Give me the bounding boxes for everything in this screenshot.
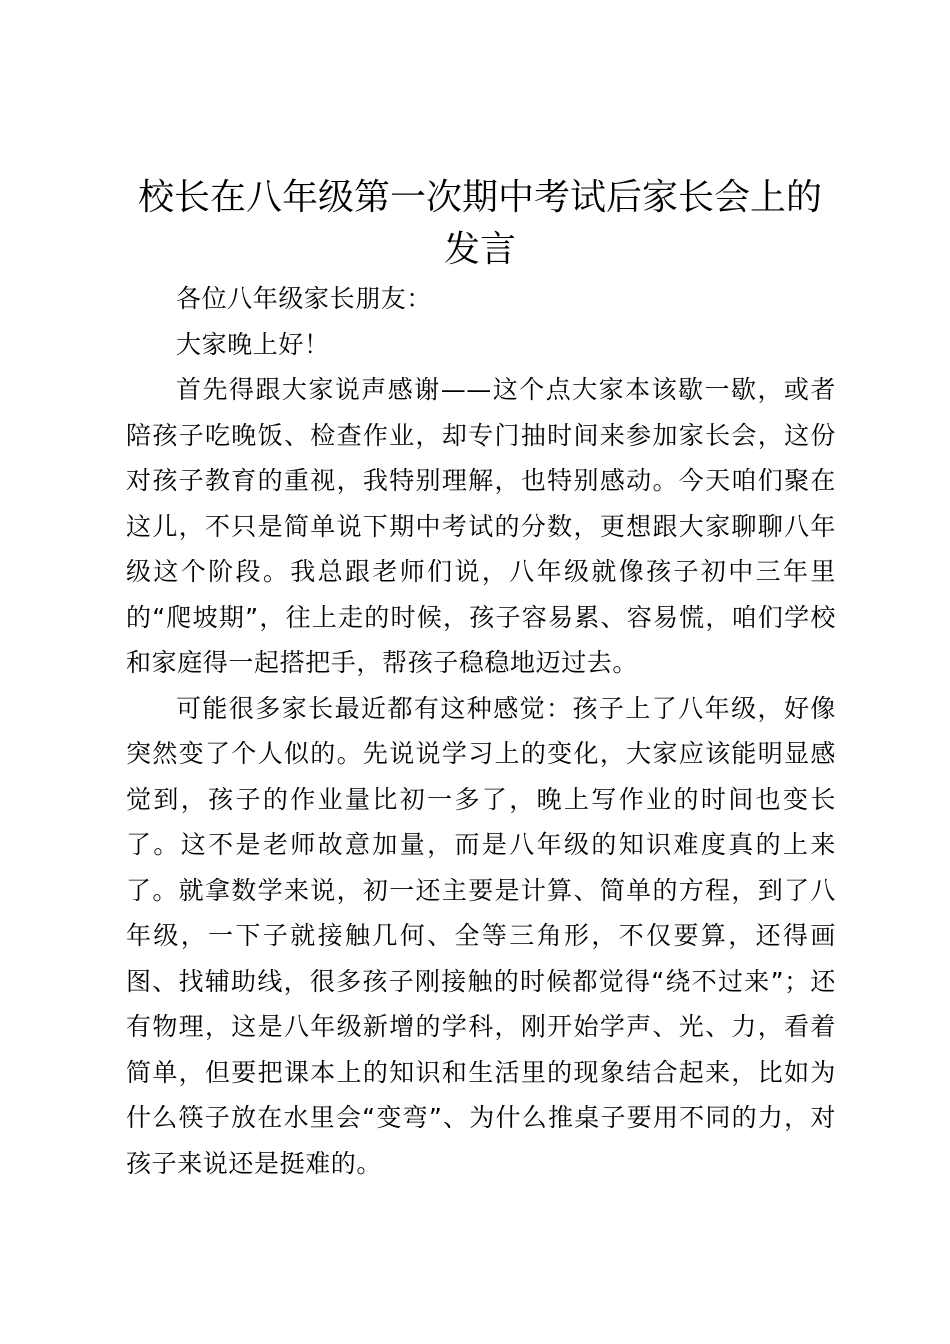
paragraph-2: 可能很多家长最近都有这种感觉：孩子上了八年级，好像突然变了个人似的。先说说学习上的变化，大家应该能明显感觉到，孩子的作业量比初一多了，晚上写作业的时间也变长了。这不是老师故意加量，而是八年级的知识难度真的上来了。就拿数学来说，初一还主要是计算、简单的方程，到了八年级，一下子就接触几何、全等三角形，不仅要算，还得画图、找辅助线，很多孩子刚接触的时候都觉得“绕不过来”；还有物理，这是八年级新增的学科，刚开始学声、光、力，看着简单，但要把课本上的知识和生活里的现象结合起来，比如为什么筷子放在水里会“变弯”、为什么推桌子要用不同的力，对孩子来说还是挺难的。 — [126, 693, 836, 1178]
greeting: 大家晚上好！ — [176, 329, 330, 359]
document-body — [126, 276, 836, 1186]
salutation: 各位八年级家长朋友： — [176, 284, 433, 313]
paragraph-1: 首先得跟大家说声感谢——这个点大家本该歇一歇，或者陪孩子吃晚饭、检查作业，却专门抽时间来参加家长会，这份对孩子教育的重视，我特别理解，也特别感动。今天咱们聚在这儿，不只是简单说下期中考试的分数，更想跟大家聊聊八年级这个阶段。我总跟老师们说，八年级就像孩子初中三年里的“爬坡期”，往上走的时候，孩子容易累、容易慌，咱们学校和家庭得一起搭把手，帮孩子稳稳地迈过去。 — [126, 375, 836, 677]
document-title: 校长在八年级第一次期中考试后家长会上的发言 — [137, 177, 822, 270]
